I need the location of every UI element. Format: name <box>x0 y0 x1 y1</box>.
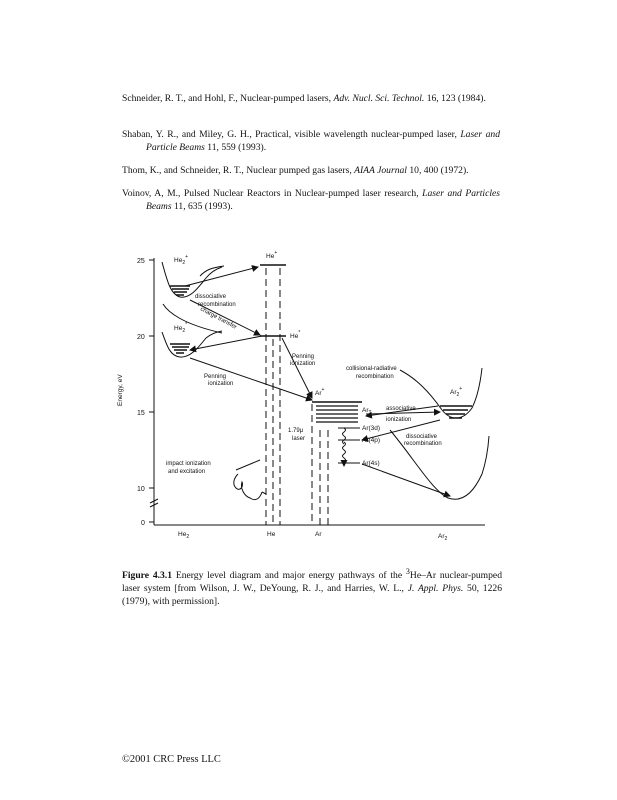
ar-4s-label: Ar(4s) <box>362 460 380 467</box>
copyright-footer: ©2001 CRC Press LLC <box>122 754 221 765</box>
figure-label: Figure 4.3.1 <box>122 570 173 582</box>
reference-journal: Adv. Nucl. Sci. Technol. <box>333 93 425 104</box>
associative-arrow <box>366 412 440 414</box>
collisional-label-2: recombination <box>356 374 394 380</box>
reference-details: 16, 123 (1984). <box>424 93 486 104</box>
he2plus-to-heplus-arrow <box>185 267 258 286</box>
penning-arrow-a <box>282 338 315 398</box>
reference-journal: Laser and Particle Beams <box>146 129 500 153</box>
x-label-ar: Ar <box>315 531 322 538</box>
reference-4 <box>122 187 500 213</box>
ar4s-to-ar2-arrow <box>362 464 450 496</box>
dissoc-b-label-2: recombination <box>404 441 442 447</box>
y-axis-label: Energy, eV <box>117 374 124 406</box>
penning-a-label-1: Penning <box>292 354 315 360</box>
tick-label-20: 20 <box>137 334 145 341</box>
ar-4p-label: Ar(4p) <box>362 437 381 444</box>
he-star-label: He* <box>290 330 301 340</box>
impact-label-1: impact ionization <box>166 461 211 467</box>
caption-text-before: Energy level diagram and major energy pathways of the <box>172 570 406 582</box>
ar-plus-label: Ar+ <box>315 387 325 397</box>
x-label-he2: $He_2$ <box>178 531 190 540</box>
caption-text-after: He–Ar nuclear-pumped laser system [from Wilson, J. W., DeYoung, R. J., and Harries, W. L., <box>122 570 502 595</box>
ar2-plus-label: $Ar_2^+$ <box>450 386 463 398</box>
x-label-ar2: $Ar_2$ <box>438 533 448 542</box>
reference-authors: Voinov, A, M., Pulsed Nuclear Reactors in Nuclear-pumped laser research, <box>122 188 423 199</box>
he2-star-label: $He_2^*$ <box>174 322 188 334</box>
reference-journal: AIAA Journal <box>354 165 407 176</box>
reference-authors: Shaban, Y. R., and Miley, G. H., Practical, visible wavelength nuclear-pumped laser, <box>122 129 461 140</box>
reference-journal: Laser and Particles Beams <box>146 188 500 212</box>
caption-details: 50, 1226 (1979), with permission]. <box>122 583 502 608</box>
he2-plus-well <box>162 262 222 297</box>
reference-2 <box>122 128 500 154</box>
associative-label-2: ionization <box>386 417 412 423</box>
collisional-label-1: collisional-radiative <box>346 366 397 372</box>
penning-a-label-2: ionization <box>290 361 316 367</box>
figure-caption <box>122 565 502 608</box>
reference-authors: Thom, K., and Schneider, R. T., Nuclear pumped gas lasers, <box>122 165 355 176</box>
laser-label-1: 1.79μ <box>288 428 304 434</box>
he2-plus-label: $He_2^+$ <box>174 254 189 266</box>
charge-transfer-arrow <box>190 336 262 350</box>
associative-label-1: associative <box>386 406 416 412</box>
dissociative-label-1: dissociative <box>195 294 227 300</box>
penning-b-label-1: Penning <box>204 374 227 380</box>
reference-details: 11, 635 (1993). <box>171 201 233 212</box>
reference-authors: Schneider, R. T., and Hohl, F., Nuclear-pumped lasers, <box>122 93 334 104</box>
tick-label-10: 10 <box>137 486 145 493</box>
reference-1 <box>122 92 500 105</box>
reference-details: 10, 400 (1972). <box>406 165 469 176</box>
impact-label-2: and excitation <box>168 469 206 475</box>
laser-transition <box>343 428 346 444</box>
charge-transfer-label: charge transfer <box>199 306 238 331</box>
reference-details: 11, 559 (1993). <box>204 142 267 153</box>
ar-ion-levels <box>316 406 358 422</box>
caption-superscript: 3 <box>405 567 410 576</box>
penning-b-label-2: ionization <box>208 381 234 387</box>
tick-label-25: 25 <box>137 258 145 265</box>
impact-squiggle <box>234 474 262 500</box>
ar-t-label: $Ar_T$ <box>362 407 372 416</box>
laser-label-2: laser <box>292 436 306 442</box>
ar-3d-label: Ar(3d) <box>362 425 381 432</box>
tick-label-15: 15 <box>137 410 145 417</box>
he-plus-label: He+ <box>266 250 278 260</box>
dissoc-b-label-1: dissociative <box>406 434 438 440</box>
dissociative-label-2: recombination <box>198 302 236 308</box>
x-label-he: He <box>267 531 276 538</box>
caption-journal: J. Appl. Phys. <box>407 583 464 595</box>
energy-level-diagram <box>110 240 490 560</box>
tick-label-0: 0 <box>141 520 145 527</box>
reference-3 <box>122 164 500 177</box>
